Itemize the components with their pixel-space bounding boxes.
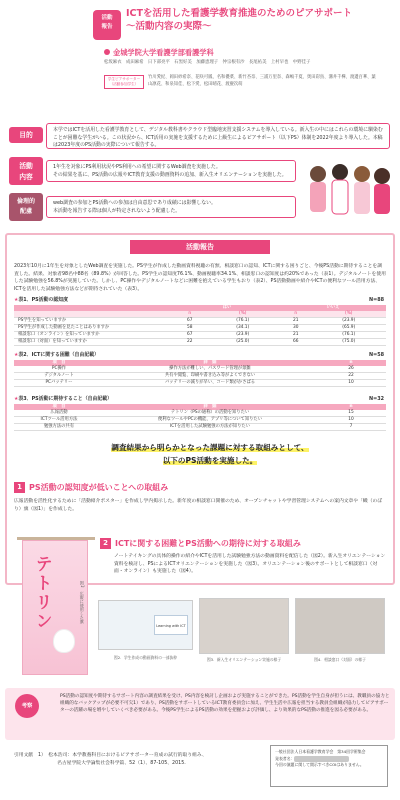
member-list: 竹川愛紀、岡田紗希奈、花咲可鳳、名和優菜、新竹杏奈、三浦万里奈、森嶋千夏、奥田彩鳥、溝井千樺、渡邊百華、葉山凛花、和泉知佳、松下愛、松田晴花、渡慶次萌 — [148, 75, 376, 87]
fig3-caption: 図3．新入生オリエンテーション実施の様子 — [206, 657, 282, 662]
number-badge: 1 — [14, 482, 25, 493]
activity-text: 1年生を対象にPS利用状況やPS利用への希望に関するWeb調査を実施した。 その結果を基に、PS活動の広報やICT教育支援の動画資料の追加、新入生オリエンテーションを実施した。 — [46, 160, 296, 182]
table1-header-yes: はい — [174, 305, 280, 311]
conclusion-text: PS活動の認知度や期待するサポート内容の調査結果を受け、PS内容を検討し企画および実施することができた。PS活動を学生自身が担うには、教職員の協力と組織的なバックアップが必要不可欠1）であり、PS活動をサポートしているICT教育委員会に加え、学生生活や広報を担当する教員会組織が協力してピアサポーターの活躍の場を増やしていくべき必要がある。今後PS学生によるPS活動の効果を把握および評価し、より効果的なPS活動の推進を図る必要がある。 — [60, 694, 390, 714]
table-row: ICTツール活用方法 便利なツールやPCの機能、アプリ等について知りたい 10 — [14, 417, 386, 424]
table1 — [14, 305, 386, 346]
table-row: デジタルノート 共有や閲覧、印刷や書き込み等がよくできない 22 — [14, 373, 386, 380]
presenter-label: 発表者名： — [275, 755, 295, 761]
table2 — [14, 360, 386, 387]
banner-rod — [17, 537, 95, 540]
ethics-label: 倫理的 配慮 — [9, 193, 43, 221]
bullet-icon — [104, 49, 110, 55]
table3-header: n — [316, 404, 386, 410]
conclusion-label: 考察 — [15, 694, 39, 718]
star-icon: ★ — [14, 352, 19, 358]
students-illustration — [302, 160, 396, 228]
organization — [104, 48, 214, 58]
references: 引用文献 1） 松本浩司：本学教養科目におけるピアサポーター育成の試行的取り組み、 名古屋学院大学論集社会科学篇、52（1）、87-105、2015. — [14, 753, 207, 766]
report-badge: 活動 報告 — [93, 10, 121, 40]
table2-caption — [14, 352, 99, 359]
heading-2 — [100, 538, 301, 550]
table3-header: 項 目 — [14, 404, 104, 410]
table1-sub-pct: (%) — [206, 311, 280, 318]
table-row: 広報活動 テトリン（PSの通称）の活動を知りたい 15 — [14, 410, 386, 417]
table-row: PC操作 操作方法が難しい、パスワード管理が煩雑 26 — [14, 366, 386, 373]
table-row: 相談窓口（オンライン）を知っていますか 67 (23.9) 21 (76.1) — [14, 332, 386, 339]
table-row: 相談窓口（対面）を知っていますか 22 (25.0) 66 (75.0) — [14, 339, 386, 346]
video-thumbnail: Learning with ICT — [154, 615, 188, 635]
mascot-icon — [53, 629, 75, 653]
fig4-caption: 図4．相談窓口（対面）の様子 — [314, 657, 366, 662]
table3-header: 詳 細 — [104, 404, 316, 410]
report-section-title: 活動報告 — [130, 240, 270, 254]
paragraph-1: 広報活動を活性化するために「活動紹介ポスター」を作成し学内掲示した。新年度の相談窓口開催のため、オープンチャットや学習管理システムへの案内文章や「幟（のぼり）旗（図1）」を作成した。 — [14, 499, 383, 512]
nobori-banner — [22, 540, 88, 675]
organization-name: 金城学院大学看護学部看護学科 — [113, 48, 214, 57]
purpose-text: 本学ではICTを活用した看護学教育として、デジタル教科書やクラウド型臨地実習支援システムを導入している。新入生の中にはこれらの環境に馴染むことが困難な学生がいる。この状況から、ICT活用の実施を支援するために上級生によるピアサポート（以下PS）体制を2022年度より導入した。本稿は2023年度のPS活動の実際について報告する。 — [46, 123, 390, 149]
heading-1 — [14, 482, 168, 494]
table-row: 勉強方法の共有 ICTを活用した試験勉強の方法が知りたい 7 — [14, 424, 386, 431]
table1-caption — [14, 297, 68, 304]
ethics-text: web調査の参加とPS活動への参加は自由意思であり成績には影響しない。 本活動を報告する際は個人が特定されないよう配慮した。 — [46, 196, 296, 218]
table1-header-no: いいえ — [280, 305, 386, 311]
table-row: PCバッテリー バッテリーの減りが早い、コード類がかさばる 10 — [14, 380, 386, 387]
table3-caption-text: 表3．PS活動に期待すること（自由記載） — [18, 396, 113, 402]
highlight-statement — [60, 442, 360, 468]
activity-label: 活動 内容 — [9, 157, 43, 185]
poster-header — [0, 0, 400, 120]
coi-disclosure — [270, 745, 388, 787]
heading-1-text: PS活動の認知度が低いことへの取組み — [29, 483, 169, 492]
star-icon: ★ — [14, 297, 19, 303]
fig2-image — [98, 600, 193, 650]
table2-header: 詳 細 — [104, 360, 316, 366]
table2-caption-text: 表2．ICTに関する困難（自由記載） — [18, 352, 100, 358]
table3-caption — [14, 396, 112, 403]
number-badge: 2 — [100, 538, 111, 549]
table2-header: n — [316, 360, 386, 366]
highlight-text: 調査結果から明らかとなった課題に対する取組みとして、 以下のPS活動を実施した。 — [111, 443, 309, 465]
fig1-caption: 図1．広報に使用した旗 — [79, 581, 85, 624]
table3 — [14, 404, 386, 431]
table3-n: N=32 — [369, 396, 384, 402]
fig3-photo — [199, 598, 289, 654]
table-row: PS学生が作成した動画を見たことはありますか 58 (34.1) 30 (65.9) — [14, 325, 386, 332]
report-intro: 2023年10月に1年生を対象としたWeb調査を実施した。PS学生が作成した動画資料視聴の有無、相談窓口の認知、ICTに関する困りごと、今後PS活動に期待することを調査した。結果、対象者98名中88名（89.8%）が回答した。PS学生の認知度76.1%、動画視聴率34.1%、相談窓口の認知度は約20%であった（表1）。デジタルノートを使用した試験勉強を56.8%が実施していた。しかし、PC操作やデジタルノートなどに困難を抱えている学生もおり（表2）、PS活動動画や紹介やICTの便利なツール活用方法、ICTを活用した試験勉強方法などが期待されていた（表3）。 — [14, 264, 386, 292]
table1-sub-n: n — [174, 311, 206, 318]
authors: 松坂麻衣 成田麻希 日下部亮平 石黒好美 加藤恵理子 仲宗根有沙 長尾祐美 上村早也 中野佳子 — [104, 60, 311, 65]
poster-title: ICTを活用した看護学教育推進のためのピアサポート 〜活動内容の実際〜 — [126, 8, 352, 32]
table-row: PS学生を知っていますか 67 (76.1) 21 (23.9) — [14, 318, 386, 325]
table2-header: 項 目 — [14, 360, 104, 366]
table2-n: N=58 — [369, 352, 384, 358]
paragraph-2: ノートテイキングの具体的操作の紹介やICTを活用した試験勉強方法の動画資料を配信した（図2）。新入生オリエンテーション資料を検討し、PSによるICTオリエンテーションを実施した（図3）。オリエンテーション後のサポートとして相談窓口（対面・オンライン）も実施した（図4）。 — [114, 554, 386, 575]
banner-text: テトリン — [31, 555, 52, 631]
coi-statement: 今回の演題に関して開示すべきCOIはありません。 — [275, 762, 364, 768]
conference-name: 一般社団法人日本看護学教育学会 第34回学術集会 — [275, 749, 366, 754]
presenter-line — [275, 756, 383, 763]
table1-sub-n: n — [280, 311, 312, 318]
table1-n: N=88 — [369, 297, 384, 303]
fig2-caption: 図2．学生作成の動画資料の一部抜粋 — [113, 655, 178, 660]
table1-caption-text: 表1．PS活動の認知度 — [18, 297, 69, 303]
purpose-label: 目的 — [9, 127, 43, 143]
star-icon: ★ — [14, 396, 19, 402]
peer-supporter-tag: 学生ピアサポーター（活動参加学生） — [104, 75, 144, 89]
redacted-name — [294, 756, 349, 762]
table1-sub-pct: (%) — [312, 311, 387, 318]
heading-2-text: ICTに関する困難とPS活動への期待に対する取組み — [115, 539, 301, 548]
fig4-photo — [295, 598, 385, 654]
